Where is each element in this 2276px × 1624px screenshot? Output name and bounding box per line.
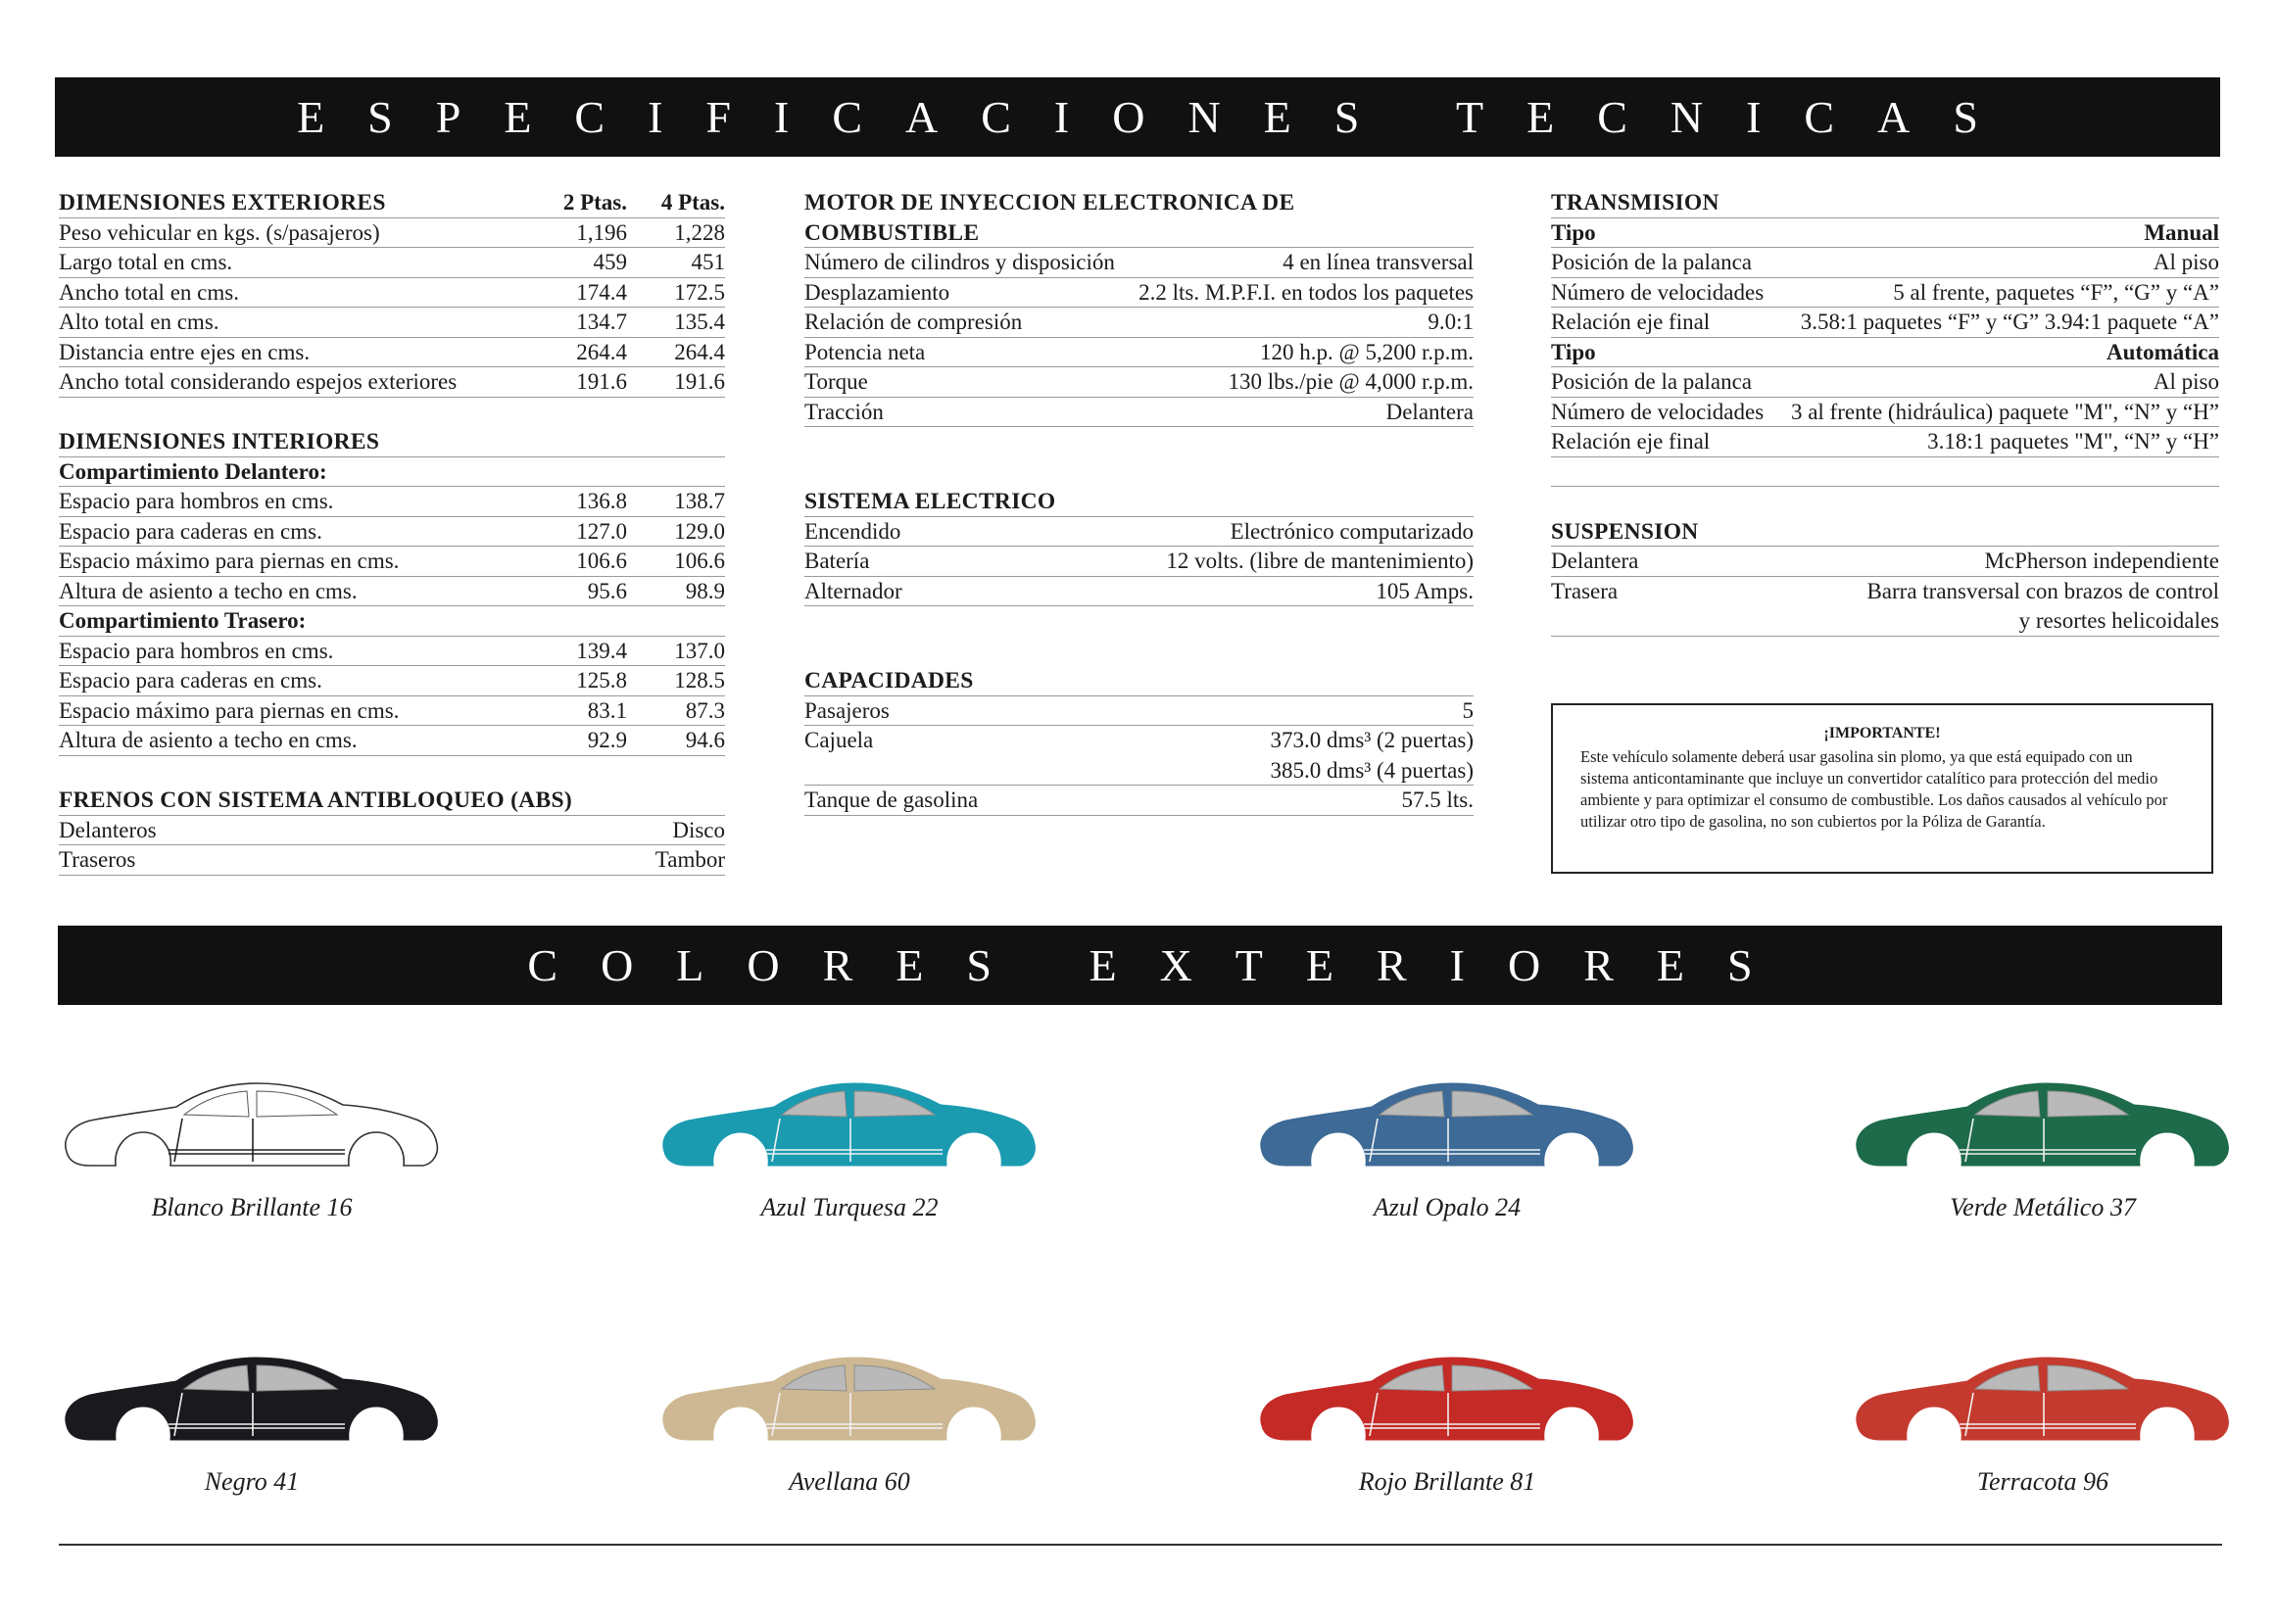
- capacity-row-cajuela: [804, 726, 1474, 756]
- auto-label: Número de velocidades: [1551, 399, 1765, 424]
- manual-rows: [1551, 248, 2219, 338]
- front-compartment-header: [59, 457, 725, 488]
- dim-ext-label: Distancia entre ejes en cms.: [59, 339, 311, 364]
- dim-front-value-2-ptas: 127.0: [576, 518, 627, 544]
- transmission-spacer: [1551, 457, 2219, 488]
- cajuela-value-1: 373.0 dms³ (2 puertas): [1270, 728, 1474, 752]
- dim-front-rows: [59, 487, 725, 606]
- dim-rear-value-2-ptas: 139.4: [576, 638, 627, 663]
- dim-front-value-4-ptas: 138.7: [674, 489, 725, 513]
- electric-value: Electrónico computarizado: [1230, 518, 1474, 544]
- auto-type-row: [1551, 338, 2219, 368]
- cajuela-value-2: 385.0 dms³ (4 puertas): [1270, 757, 1474, 783]
- car-silhouette: [61, 1075, 443, 1183]
- electric-label: Batería: [804, 549, 870, 573]
- dim-rear-value-4-ptas: 137.0: [674, 638, 725, 663]
- color-name: Azul Turquesa 22: [760, 1193, 939, 1221]
- car-silhouette: [1256, 1075, 1638, 1183]
- car-silhouette: [658, 1075, 1041, 1183]
- electric-row: [804, 517, 1474, 548]
- column-transmission: [1551, 188, 2219, 637]
- dim-ext-header: [59, 188, 725, 218]
- auto-rows: [1551, 367, 2219, 457]
- dim-ext-label: Ancho total en cms.: [59, 279, 239, 305]
- dim-front-row: [59, 577, 725, 607]
- transmission-header: [1551, 188, 2219, 218]
- bottom-divider: [59, 1544, 2222, 1546]
- electric-rows: [804, 517, 1474, 607]
- auto-type-label: Tipo: [1551, 339, 1596, 364]
- electric-row: [804, 547, 1474, 577]
- manual-row: [1551, 308, 2219, 338]
- engine-value: 9.0:1: [1428, 310, 1474, 334]
- dim-ext-value-4-ptas: 135.4: [674, 310, 725, 334]
- pasajeros-value: 5: [1462, 697, 1474, 723]
- dim-int-title: DIMENSIONES INTERIORES: [59, 429, 380, 454]
- dim-front-row: [59, 487, 725, 517]
- manual-type-label: Tipo: [1551, 219, 1596, 245]
- dim-rear-label: Espacio para hombros en cms.: [59, 638, 334, 663]
- engine-label: Número de cilindros y disposición: [804, 250, 1115, 274]
- rear-compartment-title: Compartimiento Trasero:: [59, 608, 307, 633]
- dim-rear-row: [59, 637, 725, 667]
- suspension-rear-row-2: [1551, 606, 2219, 637]
- dim-rear-label: Altura de asiento a techo en cms.: [59, 728, 358, 752]
- car-silhouette: [658, 1350, 1041, 1457]
- electric-value: 105 Amps.: [1376, 578, 1474, 603]
- colors-banner: [58, 926, 2222, 1005]
- dim-front-label: Espacio para hombros en cms.: [59, 489, 334, 513]
- engine-value: 130 lbs./pie @ 4,000 r.p.m.: [1228, 369, 1474, 394]
- car-silhouette: [61, 1350, 443, 1457]
- car-silhouette: [1852, 1075, 2234, 1183]
- dim-ext-label: Peso vehicular en kgs. (s/pasajeros): [59, 219, 380, 245]
- engine-header-2: [804, 218, 1474, 249]
- specs-banner: [55, 77, 2220, 157]
- capacity-row-tanque: [804, 786, 1474, 816]
- front-compartment-title: Compartimiento Delantero:: [59, 458, 327, 484]
- color-name: Negro 41: [204, 1467, 300, 1496]
- dim-front-value-4-ptas: 98.9: [685, 578, 725, 603]
- suspension-rear-value-2: y resortes helicoidales: [2018, 608, 2219, 633]
- dim-rear-rows: [59, 637, 725, 756]
- pasajeros-label: Pasajeros: [804, 697, 890, 723]
- dim-ext-label: Largo total en cms.: [59, 250, 233, 274]
- engine-title-1: MOTOR DE INYECCION ELECTRONICA DE: [804, 190, 1295, 215]
- important-notice: [1551, 703, 2213, 874]
- dim-front-value-2-ptas: 136.8: [576, 489, 627, 513]
- dim-front-label: Espacio máximo para piernas en cms.: [59, 549, 400, 573]
- engine-label: Potencia neta: [804, 339, 926, 364]
- column-engine: [804, 188, 1474, 816]
- engine-label: Relación de compresión: [804, 310, 1023, 334]
- dim-ext-value-4-ptas: 451: [691, 250, 725, 274]
- dim-ext-title: DIMENSIONES EXTERIORES: [59, 190, 386, 215]
- color-name: Avellana 60: [789, 1467, 910, 1496]
- brake-value: Disco: [672, 817, 725, 842]
- column-dimensions: [59, 188, 725, 876]
- suspension-title: SUSPENSION: [1551, 518, 1699, 545]
- color-name: Blanco Brillante 16: [151, 1193, 353, 1221]
- manual-label: Número de velocidades: [1551, 279, 1765, 305]
- dim-ext-label: Alto total en cms.: [59, 310, 219, 334]
- engine-value: 2.2 lts. M.P.F.I. en todos los paquetes: [1138, 279, 1474, 305]
- dim-ext-value-2-ptas: 134.7: [576, 310, 627, 334]
- color-name: Rojo Brillante 81: [1358, 1467, 1536, 1496]
- electric-header: [804, 487, 1474, 517]
- engine-value: Delantera: [1385, 399, 1474, 424]
- dim-ext-value-2-ptas: 459: [593, 250, 627, 274]
- dim-rear-row: [59, 666, 725, 696]
- col-4-ptas: 4 Ptas.: [660, 190, 725, 215]
- auto-type-value: Automática: [2107, 339, 2219, 364]
- electric-label: Encendido: [804, 518, 901, 544]
- suspension-rear-row: [1551, 577, 2219, 607]
- manual-value: 5 al frente, paquetes “F”, “G” y “A”: [1893, 279, 2219, 305]
- engine-label: Tracción: [804, 399, 884, 424]
- rear-compartment-header: [59, 606, 725, 637]
- dim-ext-value-2-ptas: 174.4: [576, 279, 627, 305]
- car-silhouette: [1852, 1350, 2234, 1457]
- brake-value: Tambor: [654, 847, 725, 872]
- dim-front-label: Altura de asiento a techo en cms.: [59, 578, 358, 603]
- auto-row: [1551, 367, 2219, 398]
- dim-ext-value-4-ptas: 1,228: [674, 219, 725, 245]
- auto-row: [1551, 398, 2219, 428]
- manual-row: [1551, 248, 2219, 278]
- electric-row: [804, 577, 1474, 607]
- dim-ext-value-4-ptas: 264.4: [674, 339, 725, 364]
- manual-label: Posición de la palanca: [1551, 250, 1753, 274]
- engine-row: [804, 278, 1474, 309]
- dim-ext-row: [59, 218, 725, 249]
- dim-front-label: Espacio para caderas en cms.: [59, 518, 322, 544]
- manual-value: 3.58:1 paquetes “F” y “G” 3.94:1 paquete “A”: [1800, 310, 2219, 334]
- dim-front-value-2-ptas: 106.6: [576, 549, 627, 573]
- manual-type-value: Manual: [2144, 219, 2219, 245]
- manual-row: [1551, 278, 2219, 309]
- dim-ext-row: [59, 308, 725, 338]
- brake-row: [59, 816, 725, 846]
- auto-value: Al piso: [2153, 369, 2219, 394]
- electric-title: SISTEMA ELECTRICO: [804, 489, 1056, 514]
- engine-title-2: COMBUSTIBLE: [804, 219, 980, 246]
- dim-front-row: [59, 517, 725, 548]
- dim-rear-value-4-ptas: 94.6: [685, 728, 725, 752]
- dim-front-value-4-ptas: 106.6: [674, 549, 725, 573]
- capacity-row-cajuela-2: [804, 756, 1474, 787]
- color-name: Verde Metálico 37: [1950, 1193, 2136, 1221]
- dim-ext-row: [59, 338, 725, 368]
- suspension-header: [1551, 517, 2219, 548]
- auto-row: [1551, 427, 2219, 457]
- color-name: Azul Opalo 24: [1373, 1193, 1522, 1221]
- transmission-title: TRANSMISION: [1551, 190, 1719, 215]
- suspension-front-value: McPherson independiente: [1984, 549, 2219, 573]
- dim-rear-label: Espacio máximo para piernas en cms.: [59, 697, 400, 723]
- dim-ext-row: [59, 278, 725, 309]
- tanque-label: Tanque de gasolina: [804, 788, 979, 812]
- brake-rows: [59, 816, 725, 876]
- capacity-row-pasajeros: [804, 696, 1474, 727]
- dim-ext-label: Ancho total considerando espejos exteriores: [59, 369, 458, 394]
- brakes-header: [59, 786, 725, 816]
- engine-header-1: [804, 188, 1474, 218]
- auto-label: Posición de la palanca: [1551, 369, 1753, 394]
- capacities-header: [804, 666, 1474, 696]
- dim-ext-rows: [59, 218, 725, 398]
- engine-row: [804, 367, 1474, 398]
- dim-front-value-4-ptas: 129.0: [674, 518, 725, 544]
- dim-rear-row: [59, 726, 725, 756]
- brake-row: [59, 845, 725, 876]
- dim-rear-label: Espacio para caderas en cms.: [59, 668, 322, 693]
- car-silhouette: [1256, 1350, 1638, 1457]
- engine-label: Desplazamiento: [804, 279, 950, 305]
- electric-value: 12 volts. (libre de mantenimiento): [1166, 549, 1474, 573]
- col-2-ptas: 2 Ptas.: [562, 190, 627, 215]
- dim-ext-value-2-ptas: 1,196: [576, 219, 627, 245]
- brake-label: Traseros: [59, 847, 136, 872]
- dim-ext-value-2-ptas: 191.6: [576, 369, 627, 394]
- dim-rear-value-2-ptas: 125.8: [576, 668, 627, 693]
- dim-front-row: [59, 547, 725, 577]
- engine-row: [804, 248, 1474, 278]
- engine-row: [804, 338, 1474, 368]
- engine-row: [804, 308, 1474, 338]
- engine-rows: [804, 248, 1474, 427]
- dim-rear-value-4-ptas: 87.3: [685, 697, 725, 723]
- notice-text: Este vehículo solamente deberá usar gasolina sin plomo, ya que está equipado con un sistema anticontaminante que incluye un convertidor catalítico para protección del medio ambiente y para optimizar el consumo de combustible. Los daños causados al vehículo por utilizar otro tipo de gasolina, no son cubiertos por la Póliza de Garantía.: [1580, 747, 2168, 831]
- dim-front-value-2-ptas: 95.6: [587, 578, 627, 603]
- color-name: Terracota 96: [1976, 1467, 2109, 1496]
- auto-value: 3.18:1 paquetes "M", “N” y “H”: [1927, 429, 2219, 454]
- dim-ext-value-4-ptas: 172.5: [674, 279, 725, 305]
- engine-row: [804, 398, 1474, 428]
- dim-rear-row: [59, 696, 725, 727]
- suspension-front-label: Delantera: [1551, 549, 1639, 573]
- notice-title: ¡IMPORTANTE!: [1823, 725, 1941, 741]
- manual-value: Al piso: [2153, 250, 2219, 274]
- auto-value: 3 al frente (hidráulica) paquete "M", “N” y “H”: [1790, 399, 2219, 424]
- dim-rear-value-2-ptas: 92.9: [587, 728, 627, 752]
- dim-ext-row: [59, 248, 725, 278]
- capacities-title: CAPACIDADES: [804, 668, 974, 693]
- dim-int-header: [59, 427, 725, 457]
- engine-value: 4 en línea transversal: [1283, 250, 1474, 274]
- dim-ext-value-2-ptas: 264.4: [576, 339, 627, 364]
- specs-banner-title: ESPECIFICACIONES TECNICAS: [297, 92, 2021, 142]
- dim-rear-value-2-ptas: 83.1: [587, 697, 627, 723]
- electric-label: Alternador: [804, 578, 902, 603]
- dim-ext-row: [59, 367, 725, 398]
- suspension-front-row: [1551, 547, 2219, 577]
- suspension-rear-value-1: Barra transversal con brazos de control: [1866, 578, 2219, 603]
- colors-banner-title: COLORES EXTERIORES: [527, 940, 1796, 990]
- engine-value: 120 h.p. @ 5,200 r.p.m.: [1260, 339, 1474, 364]
- manual-type-row: [1551, 218, 2219, 249]
- brake-label: Delanteros: [59, 817, 157, 842]
- engine-label: Torque: [804, 369, 868, 394]
- cajuela-label: Cajuela: [804, 728, 874, 752]
- dim-ext-value-4-ptas: 191.6: [674, 369, 725, 394]
- tanque-value: 57.5 lts.: [1401, 788, 1474, 812]
- dim-rear-value-4-ptas: 128.5: [674, 668, 725, 693]
- manual-label: Relación eje final: [1551, 310, 1711, 334]
- suspension-rear-label: Trasera: [1551, 578, 1619, 603]
- brakes-title: FRENOS CON SISTEMA ANTIBLOQUEO (ABS): [59, 788, 572, 813]
- auto-label: Relación eje final: [1551, 429, 1711, 454]
